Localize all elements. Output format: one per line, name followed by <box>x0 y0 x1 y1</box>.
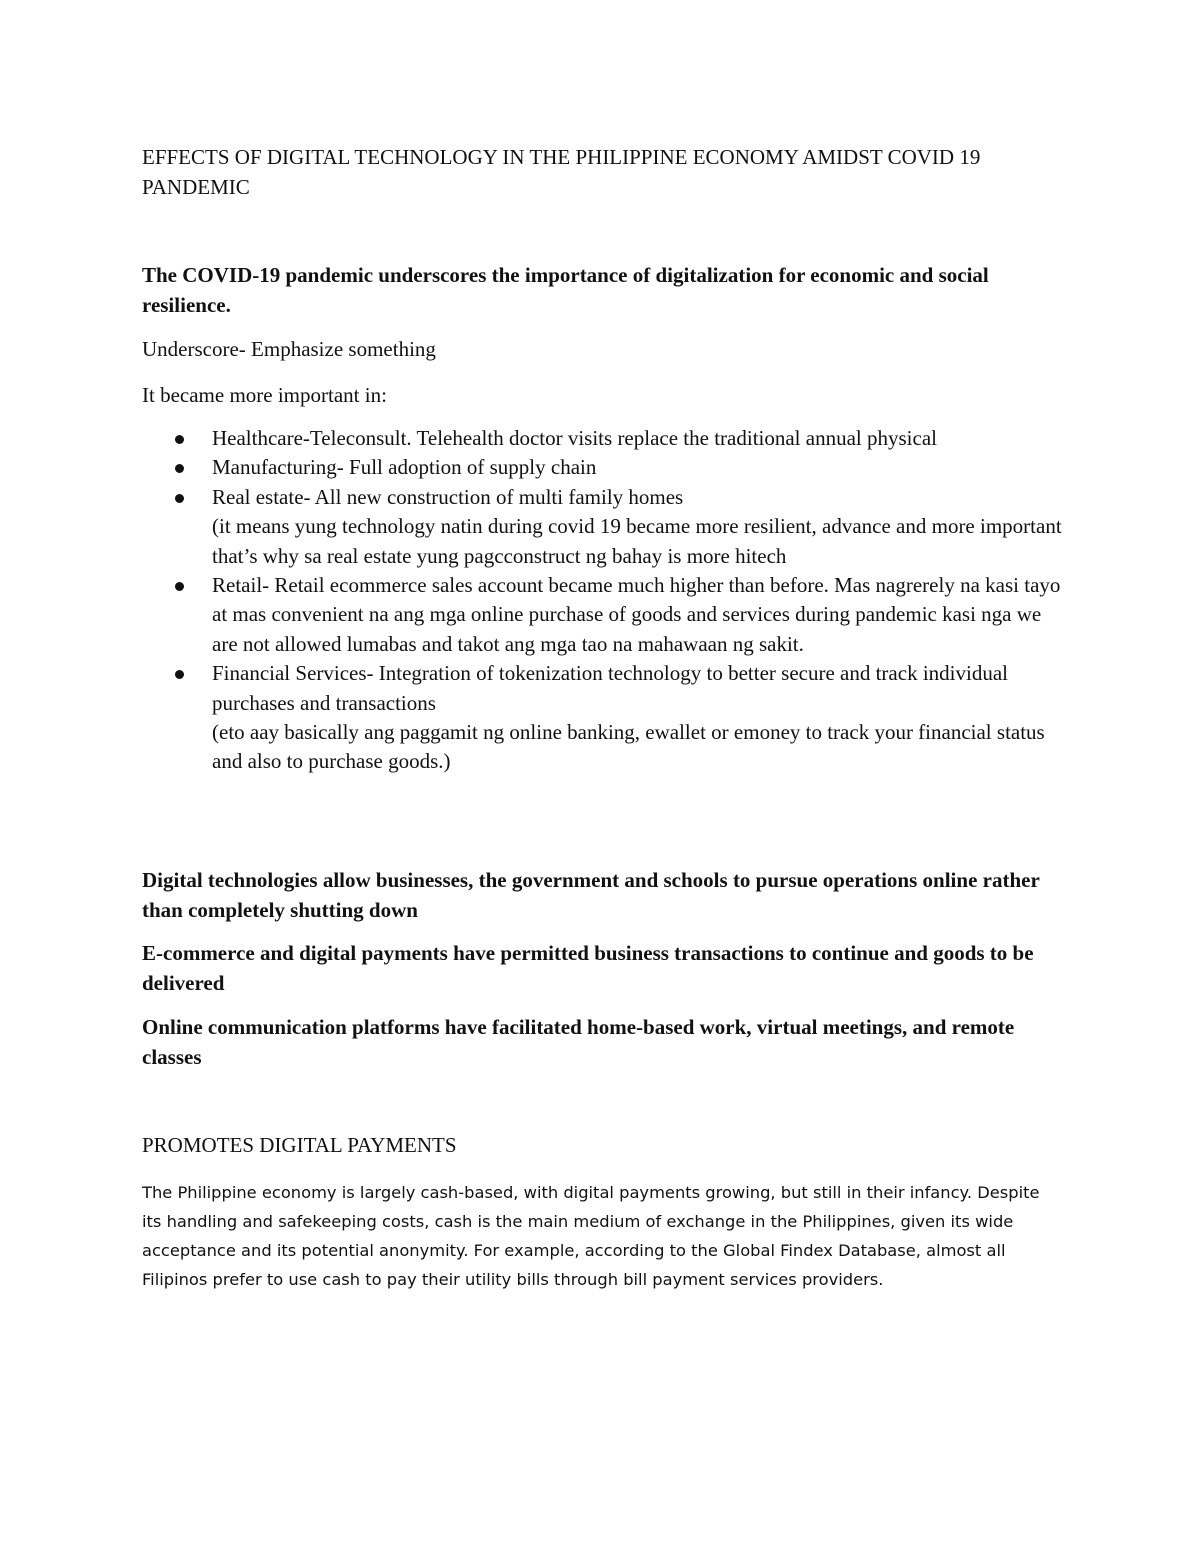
bullet-text: Real estate- All new construction of multi family homes <box>212 484 684 509</box>
bullet-text: Financial Services- Integration of tokenization technology to better secure and track individual purchases and transactions <box>212 661 1008 715</box>
bullet-icon <box>175 464 184 473</box>
bullet-icon <box>175 670 184 679</box>
lead-in-line: It became more important in: <box>142 383 387 407</box>
sector-bullet-list <box>142 424 1062 777</box>
statement-online-communication: Online communication platforms have facilitated home-based work, virtual meetings, and remote classes <box>142 1015 1015 1069</box>
intro-paragraph: The COVID-19 pandemic underscores the importance of digitalization for economic and social resilience. <box>142 263 989 317</box>
bullet-text: Manufacturing- Full adoption of supply chain <box>212 455 597 480</box>
statement-digital-technologies: Digital technologies allow businesses, the government and schools to pursue operations online rather than completely shutting down <box>142 868 1040 922</box>
bullet-note: (eto aay basically ang paggamit ng online banking, ewallet or emoney to track your financial status and also to purchase goods.) <box>212 720 1045 774</box>
list-item <box>142 424 1062 453</box>
list-item <box>142 453 1062 482</box>
definition-line: Underscore- Emphasize something <box>142 337 436 361</box>
bullet-text: Healthcare-Teleconsult. Telehealth doctor visits replace the traditional annual physical <box>212 426 937 450</box>
statement-ecommerce: E-commerce and digital payments have permitted business transactions to continue and goods to be delivered <box>142 941 1034 995</box>
bullet-icon <box>175 582 184 591</box>
section-body: The Philippine economy is largely cash-based, with digital payments growing, but still in their infancy. Despite its handling and safekeeping costs, cash is the main medium of exchange in the Philippines, given its wide acceptance and its potential anonymity. For example, according to the Global Findex Database, almost all Filipinos prefer to use cash to pay their utility bills through bill payment services providers. <box>142 1183 1040 1289</box>
section-heading: PROMOTES DIGITAL PAYMENTS <box>142 1133 457 1157</box>
bullet-icon <box>175 435 184 444</box>
list-item <box>142 571 1062 659</box>
list-item <box>142 659 1062 777</box>
bullet-note: (it means yung technology natin during covid 19 became more resilient, advance and more important that’s why sa real estate yung pagcconstruct ng bahay is more hitech <box>212 514 1062 568</box>
bullet-icon <box>175 494 184 503</box>
document-title: EFFECTS OF DIGITAL TECHNOLOGY IN THE PHILIPPINE ECONOMY AMIDST COVID 19 PANDEMIC <box>142 145 981 199</box>
list-item <box>142 483 1062 571</box>
bullet-text: Retail- Retail ecommerce sales account became much higher than before. Mas nagrerely na kasi tayo at mas convenient na ang mga online purchase of goods and services during pandemic kasi nga we are not allowed lumabas and takot ang mga tao na mahawaan ng sakit. <box>212 573 1061 656</box>
